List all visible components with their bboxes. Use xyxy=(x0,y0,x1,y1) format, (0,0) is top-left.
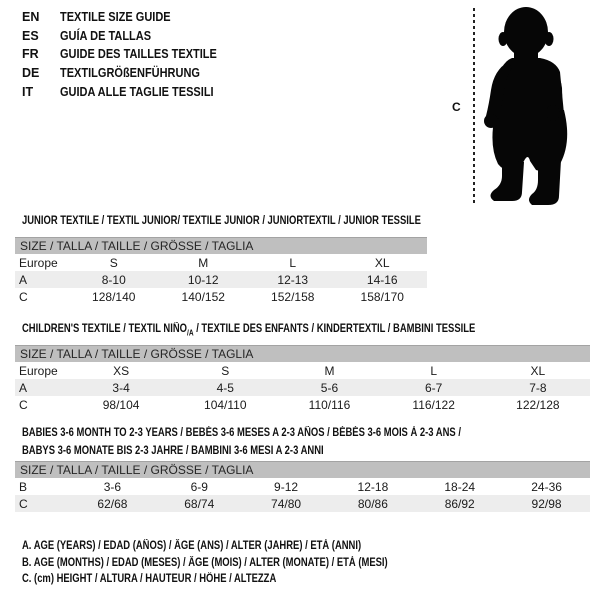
table-row-height xyxy=(15,396,590,413)
row-label-cell: C xyxy=(15,495,69,512)
lang-code: IT xyxy=(22,84,34,99)
lang-code: EN xyxy=(22,10,40,25)
row-label-cell: A xyxy=(15,379,69,396)
size-cell: 12-13 xyxy=(248,271,338,288)
size-cell: 116/122 xyxy=(412,397,455,412)
lang-label: GUIDE DES TAILLES TEXTILE xyxy=(60,47,217,62)
size-cell: 7-8 xyxy=(486,379,590,396)
babies-size-table xyxy=(15,461,590,512)
size-cell: S xyxy=(221,363,230,378)
lang-label: GUÍA DE TALLAS xyxy=(60,28,152,43)
row-label-cell: A xyxy=(15,271,69,288)
lang-row-es xyxy=(22,27,238,46)
lang-code: DE xyxy=(22,66,40,81)
height-measure-label: C xyxy=(452,100,461,114)
size-cell: 158/170 xyxy=(360,289,404,304)
footnote-a: A. AGE (YEARS) / EDAD (AÑOS) / ÂGE (ANS) / ALTER (JAHRE) / ETÀ (ANNI) xyxy=(22,540,362,553)
size-cell: 6-7 xyxy=(382,379,486,396)
size-cell: 74/80 xyxy=(243,495,330,512)
lang-label: TEXTILE SIZE GUIDE xyxy=(60,10,171,25)
size-cell: XL xyxy=(374,255,390,270)
babies-table xyxy=(15,478,590,512)
row-label-cell: Europe xyxy=(19,255,58,270)
children-table-title: CHILDREN'S TEXTILE / TEXTIL $NIÑO_{/A}$ / TEXTILE DES ENFANTS / KINDERTEXTIL / BAMBINI TESSILE xyxy=(22,323,476,338)
size-cell: 6-9 xyxy=(190,479,208,494)
row-label-cell: C xyxy=(19,397,28,412)
lang-row-it xyxy=(22,82,238,101)
junior-size-table xyxy=(15,237,427,305)
size-cell: 3-4 xyxy=(69,379,173,396)
size-cell: 80/86 xyxy=(329,495,416,512)
row-label-cell: B xyxy=(19,479,28,494)
size-cell: 62/68 xyxy=(69,495,156,512)
size-cell: 68/74 xyxy=(156,495,243,512)
legend-footnotes xyxy=(22,538,468,588)
lang-row-en xyxy=(22,8,238,27)
footnote-b: B. AGE (MONTHS) / EDAD (MESES) / ÂGE (MOIS) / ALTER (MONATE) / ETÀ (MESI) xyxy=(22,556,388,569)
size-header-bar: SIZE / TALLA / TAILLE / GRÖSSE / TAGLIA xyxy=(15,345,590,362)
size-cell: M xyxy=(198,255,209,270)
table-row-europe xyxy=(15,362,590,379)
size-cell: 98/104 xyxy=(102,397,140,412)
size-cell: 152/158 xyxy=(271,289,315,304)
junior-table-title: JUNIOR TEXTILE / TEXTIL JUNIOR/ TEXTILE JUNIOR / JUNIORTEXTIL / JUNIOR TESSILE xyxy=(22,215,421,227)
size-cell: 14-16 xyxy=(338,271,428,288)
size-cell: 92/98 xyxy=(503,495,590,512)
size-cell: 110/116 xyxy=(308,397,351,412)
children-table xyxy=(15,362,590,413)
size-cell: 3-6 xyxy=(103,479,122,494)
table-row-height xyxy=(15,288,427,305)
lang-row-de xyxy=(22,64,238,83)
size-cell: 12-18 xyxy=(357,479,389,494)
size-header-bar: SIZE / TALLA / TAILLE / GRÖSSE / TAGLIA xyxy=(15,237,427,254)
lang-row-fr xyxy=(22,45,238,64)
size-cell: 8-10 xyxy=(69,271,159,288)
lang-label: GUIDA ALLE TAGLIE TESSILI xyxy=(60,84,214,99)
size-cell: L xyxy=(430,363,437,378)
size-cell: XL xyxy=(530,363,546,378)
lang-code: ES xyxy=(22,28,39,43)
table-row-europe xyxy=(15,254,427,271)
footnote-c: C. (cm) HEIGHT / ALTURA / HAUTEUR / HÖHE / ALTEZZA xyxy=(22,573,277,586)
row-label-cell: C xyxy=(19,289,28,304)
size-cell: 4-5 xyxy=(173,379,277,396)
size-cell: 86/92 xyxy=(416,495,503,512)
table-row-age xyxy=(15,379,590,396)
table-row-height xyxy=(15,495,590,512)
lang-code: FR xyxy=(22,47,39,62)
size-cell: 18-24 xyxy=(444,479,476,494)
baby-silhouette xyxy=(476,4,600,212)
size-cell: 122/128 xyxy=(516,397,560,412)
lang-label: TEXTILGRÖßENFÜHRUNG xyxy=(60,66,200,81)
row-label-cell: Europe xyxy=(19,363,58,378)
size-cell: 10-12 xyxy=(159,271,249,288)
junior-table xyxy=(15,254,427,305)
children-size-table xyxy=(15,345,590,413)
size-cell: 140/152 xyxy=(181,289,225,304)
size-figure xyxy=(440,0,600,215)
babies-table-title: BABIES 3-6 MONTH TO 2-3 YEARS / BEBÉS 3-6 MESES A 2-3 AÑOS / BÉBÉS 3-6 MOIS À 2-3 ANS / BABYS 3-6 MONATE BIS 2-3 JAHRE / BAMBINI 3-6 MESI A 2-3 ANNI xyxy=(22,427,461,457)
size-cell: 104/110 xyxy=(204,397,247,412)
size-cell: 9-12 xyxy=(274,479,299,494)
table-row-age xyxy=(15,271,427,288)
size-cell: XS xyxy=(113,363,130,378)
size-cell: M xyxy=(324,363,335,378)
table-row-age-months xyxy=(15,478,590,495)
size-cell: 5-6 xyxy=(277,379,381,396)
size-cell: 24-36 xyxy=(531,479,562,494)
size-cell: 128/140 xyxy=(92,289,136,304)
size-cell: S xyxy=(109,255,118,270)
language-title-list xyxy=(22,8,238,101)
title-subscript: /A xyxy=(187,328,194,338)
size-cell: L xyxy=(289,255,297,270)
height-dashed-line xyxy=(473,8,475,206)
size-header-bar: SIZE / TALLA / TAILLE / GRÖSSE / TAGLIA xyxy=(15,461,590,478)
